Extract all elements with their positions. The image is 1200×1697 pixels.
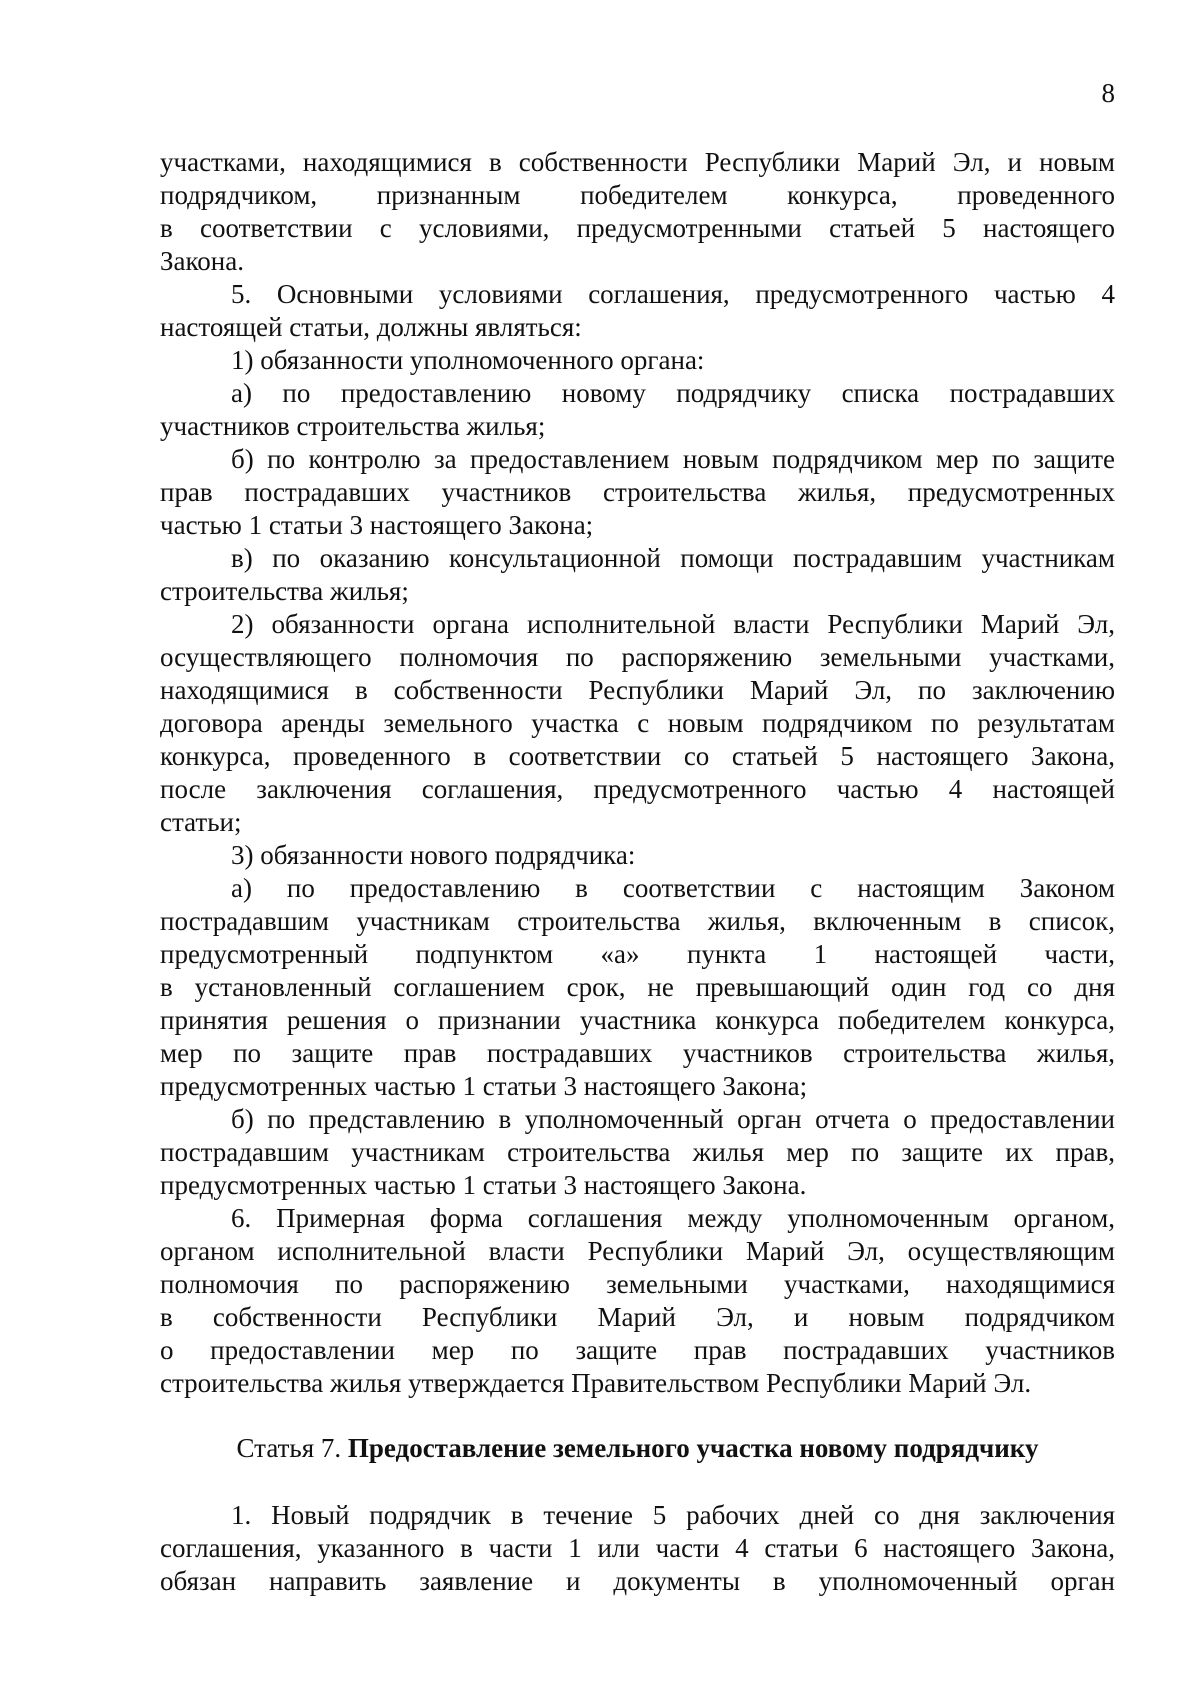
text-line: подрядчиком, признанным победителем конкурса, проведенного bbox=[160, 180, 1115, 210]
text-line: б) по контролю за предоставлением новым подрядчиком мер по защите bbox=[231, 444, 1115, 474]
text-line: участников строительства жилья; bbox=[160, 411, 546, 441]
text-line: 1) обязанности уполномоченного органа: bbox=[231, 345, 705, 375]
text-line: статьи; bbox=[160, 807, 242, 837]
text-line: осуществляющего полномочия по распоряжению земельными участками, bbox=[160, 642, 1115, 672]
text-line: принятия решения о признании участника конкурса победителем конкурса, bbox=[160, 1005, 1115, 1035]
article-heading bbox=[160, 1432, 1115, 1465]
text-line: а) по предоставлению в соответствии с настоящим Законом bbox=[231, 873, 1115, 903]
spacer bbox=[160, 1400, 1115, 1432]
text-line: 2) обязанности органа исполнительной власти Республики Марий Эл, bbox=[231, 609, 1115, 639]
text-line: пострадавшим участникам строительства жилья мер по защите их прав, bbox=[160, 1137, 1115, 1167]
text-line: участками, находящимися в собственности Республики Марий Эл, и новым bbox=[160, 147, 1115, 177]
text-line: находящимися в собственности Республики Марий Эл, по заключению bbox=[160, 675, 1115, 705]
text-line: мер по защите прав пострадавших участников строительства жилья, bbox=[160, 1038, 1115, 1068]
text-line: в собственности Республики Марий Эл, и новым подрядчиком bbox=[160, 1302, 1115, 1332]
text-line: о предоставлении мер по защите прав пострадавших участников bbox=[160, 1335, 1115, 1365]
text-line: в) по оказанию консультационной помощи пострадавшим участникам bbox=[231, 543, 1115, 573]
text-line: соглашения, указанного в части 1 или части 4 статьи 6 настоящего Закона, bbox=[160, 1533, 1115, 1563]
text-line: полномочия по распоряжению земельными участками, находящимися bbox=[160, 1269, 1115, 1299]
text-line: в установленный соглашением срок, не превышающий один год со дня bbox=[160, 972, 1115, 1002]
text-line: предусмотренных частью 1 статьи 3 настоящего Закона; bbox=[160, 1071, 808, 1101]
article-7-paragraphs bbox=[160, 1499, 1115, 1598]
text-line: прав пострадавших участников строительства жилья, предусмотренных bbox=[160, 477, 1115, 507]
text-line: предусмотренных частью 1 статьи 3 настоящего Закона. bbox=[160, 1170, 807, 1200]
text-line: б) по представлению в уполномоченный орган отчета о предоставлении bbox=[231, 1104, 1115, 1134]
main-paragraphs bbox=[160, 146, 1115, 1400]
text-line: строительства жилья; bbox=[160, 576, 409, 606]
text-line: строительства жилья утверждается Правительством Республики Марий Эл. bbox=[160, 1368, 1032, 1398]
text-line: органом исполнительной власти Республики Марий Эл, осуществляющим bbox=[160, 1236, 1115, 1266]
text-line: 3) обязанности нового подрядчика: bbox=[231, 840, 636, 870]
text-line: конкурса, проведенного в соответствии со статьей 5 настоящего Закона, bbox=[160, 741, 1115, 771]
text-line: Закона. bbox=[160, 246, 244, 276]
text-line: договора аренды земельного участка с новым подрядчиком по результатам bbox=[160, 708, 1115, 738]
text-line: частью 1 статьи 3 настоящего Закона; bbox=[160, 510, 594, 540]
article-heading-label: Статья 7. bbox=[236, 1433, 342, 1463]
text-line: предусмотренный подпунктом «а» пункта 1 настоящей части, bbox=[160, 939, 1115, 969]
text-line: после заключения соглашения, предусмотренного частью 4 настоящей bbox=[160, 774, 1115, 804]
article-heading-title: Предоставление земельного участка новому подрядчику bbox=[347, 1433, 1039, 1463]
text-line: пострадавшим участникам строительства жилья, включенным в список, bbox=[160, 906, 1115, 936]
text-line: в соответствии с условиями, предусмотренными статьей 5 настоящего bbox=[160, 213, 1115, 243]
text-line: 6. Примерная форма соглашения между уполномоченным органом, bbox=[231, 1203, 1115, 1233]
text-line: 1. Новый подрядчик в течение 5 рабочих дней со дня заключения bbox=[231, 1500, 1115, 1530]
text-line: а) по предоставлению новому подрядчику списка пострадавших bbox=[231, 378, 1115, 408]
page-number: 8 bbox=[1101, 78, 1115, 108]
body-text bbox=[160, 146, 1115, 1598]
text-line: настоящей статьи, должны являться: bbox=[160, 312, 582, 342]
text-line: 5. Основными условиями соглашения, предусмотренного частью 4 bbox=[231, 279, 1115, 309]
text-line: обязан направить заявление и документы в уполномоченный орган bbox=[160, 1566, 1115, 1596]
spacer bbox=[160, 1465, 1115, 1499]
